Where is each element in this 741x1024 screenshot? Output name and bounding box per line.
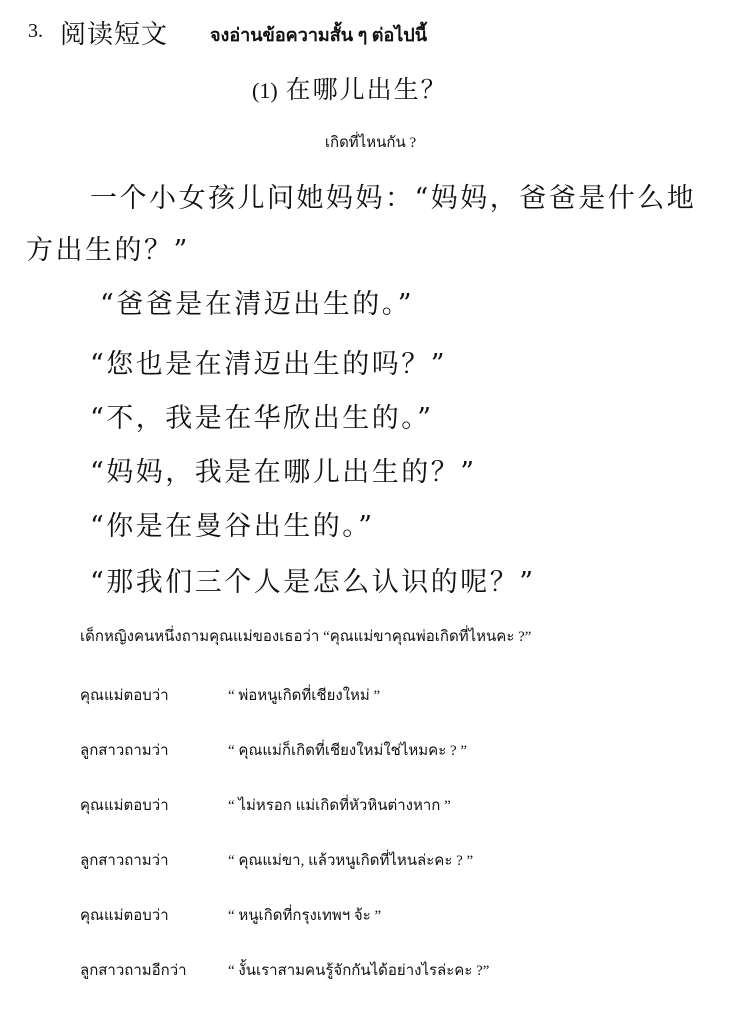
dialogue-row — [80, 683, 380, 707]
dialogue-row — [80, 848, 473, 872]
story-number: (1) — [252, 78, 278, 103]
dialogue-row — [80, 903, 381, 927]
dialogue-speaker: ลูกสาวถามอีกว่า — [80, 963, 187, 979]
dialogue-line: “ พ่อหนูเกิดที่เชียงใหม่ ” — [228, 688, 381, 704]
passage-line: “你是在曼谷出生的。” — [90, 511, 375, 542]
dialogue-speaker: ลูกสาวถามว่า — [80, 853, 169, 869]
dialogue-speaker: คุณแม่ตอบว่า — [80, 908, 169, 924]
dialogue-speaker: คุณแม่ตอบว่า — [80, 798, 169, 814]
story-title-chinese: 在哪儿出生？ — [285, 75, 448, 104]
passage-line: “那我们三个人是怎么认识的呢？” — [90, 567, 536, 598]
story-title-thai: เกิดที่ไหนกัน ? — [324, 135, 417, 151]
story-title — [252, 70, 448, 106]
section-title-thai: จงอ่านข้อความสั้น ๆ ต่อไปนี้ — [210, 25, 428, 45]
passage-line: “爸爸是在清迈出生的。” — [100, 289, 415, 320]
section-title-chinese: 阅读短文 — [60, 20, 169, 50]
dialogue-speaker: ลูกสาวถามว่า — [80, 743, 169, 759]
dialogue-line: “ คุณแม่ก็เกิดที่เชียงใหม่ใช่ไหมคะ ? ” — [228, 743, 468, 759]
dialogue-line: “ งั้นเราสามคนรู้จักกันได้อย่างไรล่ะคะ ?” — [228, 963, 490, 979]
translation-intro: เด็กหญิงคนหนึ่งถามคุณแม่ของเธอว่า “คุณแม่ขาคุณพ่อเกิดที่ไหนคะ ?” — [80, 629, 532, 645]
dialogue-row — [80, 958, 489, 982]
passage-line: 一个小女孩儿问她妈妈：“妈妈，爸爸是什么地 — [90, 183, 697, 214]
dialogue-row — [80, 793, 451, 817]
passage-line: “您也是在清迈出生的吗？” — [90, 349, 448, 380]
dialogue-line: “ หนูเกิดที่กรุงเทพฯ จ้ะ ” — [228, 908, 382, 924]
section-number: 3. — [28, 20, 43, 42]
dialogue-speaker: คุณแม่ตอบว่า — [80, 688, 169, 704]
dialogue-line: “ คุณแม่ขา, แล้วหนูเกิดที่ไหนล่ะคะ ? ” — [228, 853, 474, 869]
passage-line: 方出生的？” — [26, 235, 190, 266]
dialogue-row — [80, 738, 467, 762]
passage-line: “不，我是在华欣出生的。” — [90, 403, 434, 434]
dialogue-line: “ ไม่หรอก แม่เกิดที่หัวหินต่างหาก ” — [228, 798, 451, 814]
passage-line: “妈妈，我是在哪儿出生的？” — [90, 457, 477, 488]
